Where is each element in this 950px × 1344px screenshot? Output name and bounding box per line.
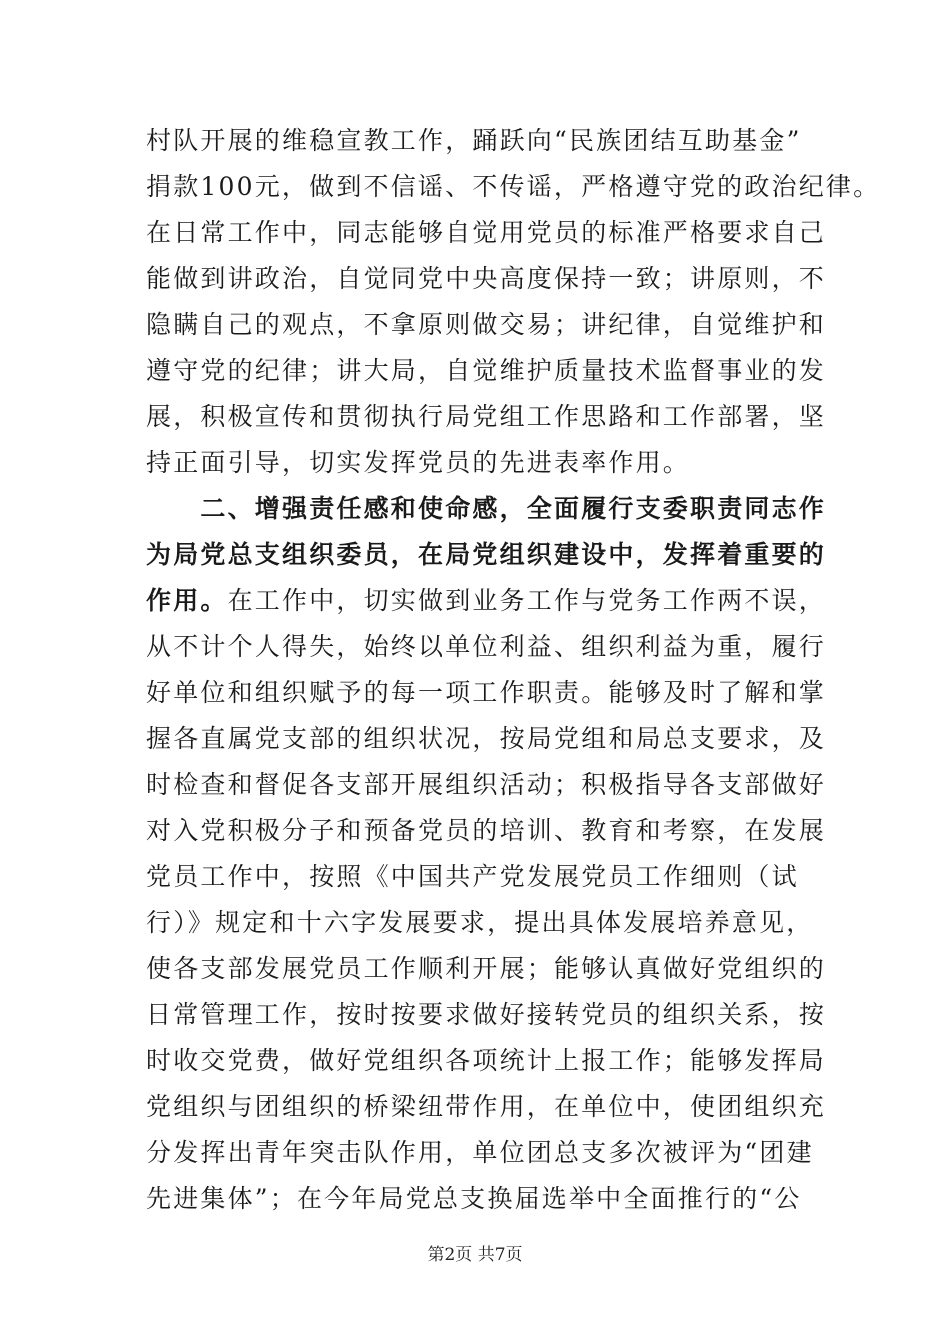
text-segment: 行）》规定和十六字发展要求，提出具体发展培养意见， — [146, 908, 814, 937]
text-line — [146, 900, 836, 946]
text-segment: 日常管理工作，按时按要求做好接转党员的组织关系，按 — [146, 1000, 827, 1029]
text-segment: 分发挥出青年突击队作用，单位团总支多次被评为“团建 — [146, 1138, 814, 1167]
text-segment: 隐瞒自己的观点，不拿原则做交易；讲纪律，自觉维护和 — [146, 310, 827, 339]
text-segment: 从不计个人得失，始终以单位利益、组织利益为重，履行 — [146, 632, 827, 661]
text-segment: 先进集体”；在今年局党总支换届选举中全面推行的“公 — [146, 1184, 802, 1213]
text-line — [146, 854, 836, 900]
text-segment: 持正面引导，切实发挥党员的先进表率作用。 — [146, 448, 691, 477]
text-segment: 在日常工作中，同志能够自觉用党员的标准严格要求自己 — [146, 218, 827, 247]
text-segment: 在工作中，切实做到业务工作与党务工作两不误， — [227, 586, 827, 615]
text-line — [146, 1084, 836, 1130]
text-segment: 遵守党的纪律；讲大局，自觉维护质量技术监督事业的发 — [146, 356, 827, 385]
text-line — [146, 1130, 836, 1176]
text-segment: 好单位和组织赋予的每一项工作职责。能够及时了解和掌 — [146, 678, 827, 707]
text-segment: 捐款100元，做到不信谣、不传谣，严格遵守党的政治纪律。 — [146, 172, 881, 201]
text-line — [146, 578, 836, 624]
text-line — [146, 302, 836, 348]
text-segment: 对入党积极分子和预备党员的培训、教育和考察，在发展 — [146, 816, 827, 845]
text-segment: 村队开展的维稳宣教工作，踊跃向“民族团结互助基金” — [146, 126, 802, 155]
text-segment: 能做到讲政治，自觉同党中央高度保持一致；讲原则，不 — [146, 264, 827, 293]
text-line — [146, 1038, 836, 1084]
text-line — [146, 762, 836, 808]
text-line — [146, 1176, 836, 1222]
text-line — [146, 118, 836, 164]
text-segment: 党组织与团组织的桥梁纽带作用，在单位中，使团组织充 — [146, 1092, 827, 1121]
text-line — [146, 670, 836, 716]
text-segment: 时检查和督促各支部开展组织活动；积极指导各支部做好 — [146, 770, 827, 799]
document-body — [146, 118, 881, 1222]
text-line — [146, 486, 836, 532]
bold-text-segment: 二、增强责任感和使命感，全面履行支委职责同志作 — [146, 494, 827, 523]
text-segment: 展，积极宣传和贯彻执行局党组工作思路和工作部署，坚 — [146, 402, 827, 431]
text-line — [146, 624, 836, 670]
text-line — [146, 532, 836, 578]
text-line — [146, 164, 881, 210]
text-segment: 时收交党费，做好党组织各项统计上报工作；能够发挥局 — [146, 1046, 827, 1075]
bold-text-segment: 作用。 — [146, 586, 228, 615]
text-line — [146, 210, 836, 256]
text-line — [146, 992, 836, 1038]
text-line — [146, 394, 836, 440]
text-line — [146, 256, 836, 302]
text-line — [146, 808, 836, 854]
text-segment: 使各支部发展党员工作顺利开展；能够认真做好党组织的 — [146, 954, 827, 983]
bold-text-segment: 为局党总支组织委员，在局党组织建设中，发挥着重要的 — [146, 540, 827, 569]
text-line — [146, 946, 836, 992]
text-line — [146, 716, 836, 762]
text-segment: 党员工作中，按照《中国共产党发展党员工作细则（试 — [146, 862, 799, 891]
text-segment: 握各直属党支部的组织状况，按局党组和局总支要求，及 — [146, 724, 827, 753]
text-line — [146, 440, 836, 486]
page-footer: 第2页 共7页 — [427, 1245, 523, 1265]
text-line — [146, 348, 836, 394]
